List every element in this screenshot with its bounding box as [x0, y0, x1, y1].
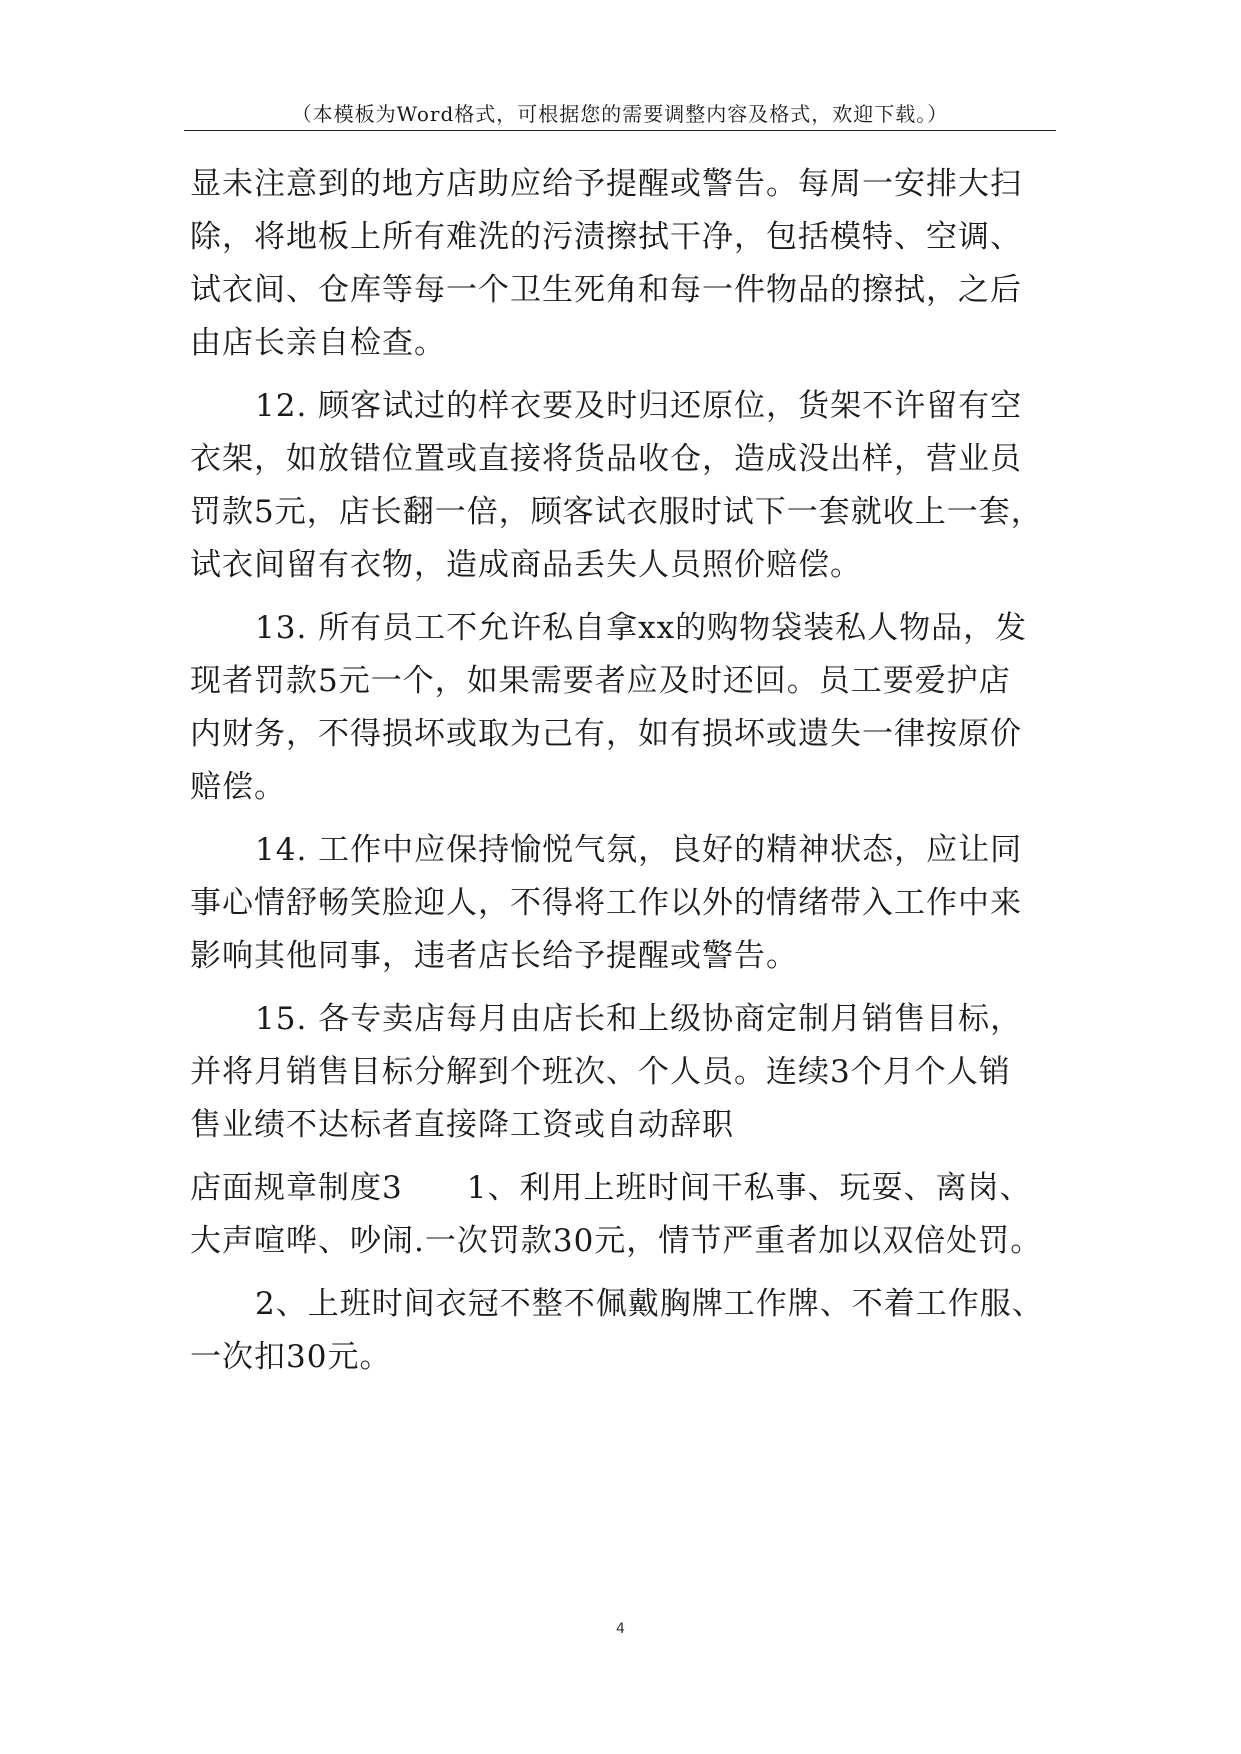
text-line: 罚款5元，店长翻一倍，顾客试衣服时试下一套就收上一套，	[190, 494, 1043, 530]
text-line: 事心情舒畅笑脸迎人，不得将工作以外的情绪带入工作中来	[190, 885, 1022, 921]
section-3-start: 店面规章制度3 1、利用上班时间干私事、玩耍、离岗、	[190, 1170, 1032, 1206]
paragraph-12-start: 12. 顾客试过的样衣要及时归还原位，货架不许留有空	[255, 388, 1023, 424]
page-number: 4	[616, 1621, 625, 1637]
text-line: 大声喧哗、吵闹.一次罚款30元，情节严重者加以双倍处罚。	[190, 1223, 1043, 1259]
text-line: 售业绩不达标者直接降工资或自动辞职	[190, 1107, 734, 1143]
text-line: 并将月销售目标分解到个班次、个人员。连续3个月个人销	[190, 1054, 1011, 1090]
paragraph-13-start: 13. 所有员工不允许私自拿xx的购物袋装私人物品，发	[255, 610, 1028, 646]
text-line: 试衣间留有衣物，造成商品丢失人员照价赔偿。	[190, 547, 862, 583]
text-line: 影响其他同事，违者店长给予提醒或警告。	[190, 938, 798, 974]
text-line: 一次扣30元。	[190, 1339, 392, 1375]
document-body	[190, 158, 1056, 1384]
page-header: （本模板为Word格式，可根据您的需要调整内容及格式，欢迎下载。）	[291, 102, 949, 126]
text-line: 现者罚款5元一个，如果需要者应及时还回。员工要爱护店	[190, 663, 1011, 699]
text-line: 衣架，如放错位置或直接将货品收仓，造成没出样，营业员	[190, 441, 1022, 477]
paragraph-14-start: 14. 工作中应保持愉悦气氛，良好的精神状态，应让同	[255, 832, 1023, 868]
header-divider	[184, 130, 1056, 131]
text-line: 显未注意到的地方店助应给予提醒或警告。每周一安排大扫	[190, 166, 1022, 202]
text-line: 除，将地板上所有难洗的污渍擦拭干净，包括模特、空调、	[190, 219, 1022, 255]
paragraph-15-start: 15. 各专卖店每月由店长和上级协商定制月销售目标，	[255, 1001, 1023, 1037]
rule-2-start: 2、上班时间衣冠不整不佩戴胸牌工作牌、不着工作服、	[255, 1286, 1044, 1322]
text-line: 内财务，不得损坏或取为己有，如有损坏或遗失一律按原价	[190, 716, 1022, 752]
text-line: 试衣间、仓库等每一个卫生死角和每一件物品的擦拭，之后	[190, 272, 1022, 308]
text-line: 由店长亲自检查。	[190, 325, 446, 361]
text-line: 赔偿。	[190, 769, 286, 805]
